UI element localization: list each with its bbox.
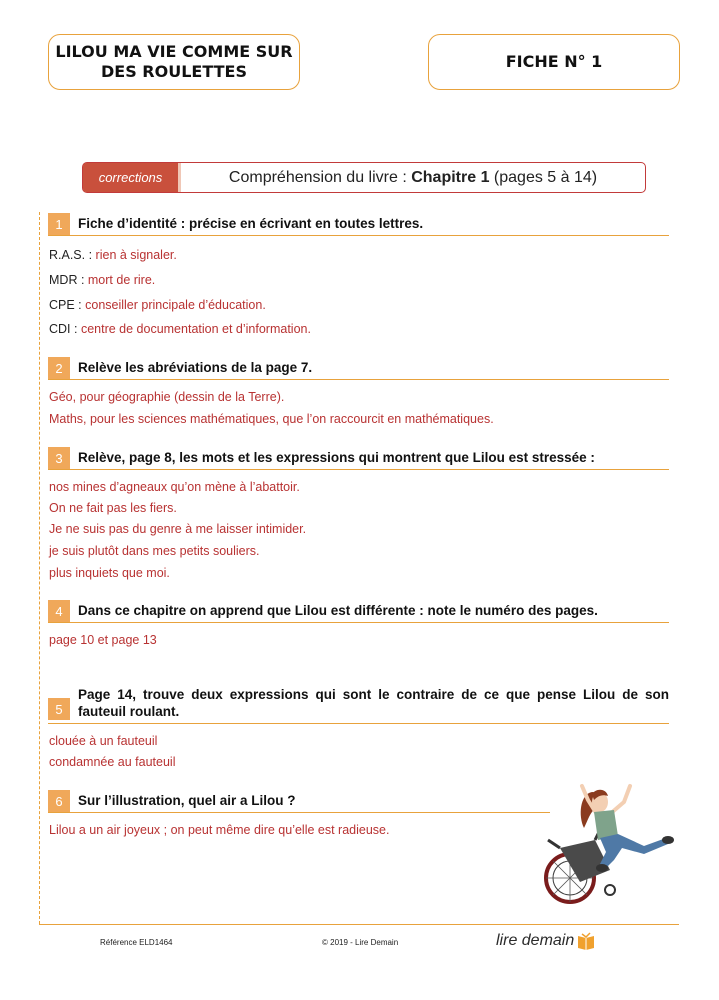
answer-line <box>49 272 155 288</box>
answer-line: On ne fait pas les fiers. <box>49 501 177 515</box>
answer-line: je suis plutôt dans mes petits souliers. <box>49 544 260 558</box>
answer-line: Maths, pour les sciences mathématiques, que l’on raccourcit en mathématiques. <box>49 412 494 426</box>
answer-label: R.A.S. : <box>49 248 96 262</box>
question-number: 5 <box>48 698 70 720</box>
answer-line <box>49 247 177 263</box>
question-1 <box>48 213 669 236</box>
answer-line: Je ne suis pas du genre à me laisser intimider. <box>49 522 307 536</box>
answer-line: condamnée au fauteuil <box>49 755 176 769</box>
fiche-number: FICHE N° 1 <box>505 52 603 71</box>
book-title-box <box>48 34 300 90</box>
answer-value: rien à signaler. <box>95 248 177 262</box>
lire-demain-logo <box>496 932 596 950</box>
book-title: LILOU MA VIE COMME SUR DES ROULETTES <box>55 42 293 81</box>
lilou-wheelchair-illustration <box>540 778 680 913</box>
chapter-bar <box>82 162 646 193</box>
answer-line: Géo, pour géographie (dessin de la Terre). <box>49 390 285 404</box>
left-margin-rule <box>39 212 40 924</box>
question-text: Fiche d’identité : précise en écrivant en toutes lettres. <box>78 216 424 231</box>
copyright-text: © 2019 - Lire Demain <box>322 938 399 947</box>
question-text: Page 14, trouve deux expressions qui sont le contraire de ce que pense Lilou de son fauteuil roulant. <box>78 687 669 719</box>
fiche-box <box>428 34 680 90</box>
question-2 <box>48 357 669 380</box>
answer-line: nos mines d’agneaux qu’on mène à l’abattoir. <box>49 480 300 494</box>
answer-label: CDI : <box>49 322 81 336</box>
question-number: 1 <box>48 213 70 235</box>
answer-line: Lilou a un air joyeux ; on peut même dire qu’elle est radieuse. <box>49 823 390 837</box>
answer-value: conseiller principale d’éducation. <box>85 298 266 312</box>
answer-line <box>49 297 266 313</box>
reference-text: Référence ELD1464 <box>100 938 173 947</box>
answer-line: page 10 et page 13 <box>49 633 157 647</box>
answer-label: MDR : <box>49 273 88 287</box>
question-text: Sur l’illustration, quel air a Lilou ? <box>78 793 296 808</box>
question-text: Relève les abréviations de la page 7. <box>78 360 313 375</box>
question-number: 3 <box>48 447 70 469</box>
question-6 <box>48 790 550 813</box>
question-number: 6 <box>48 790 70 812</box>
question-4 <box>48 600 669 623</box>
corrections-tag: corrections <box>83 163 181 192</box>
chapter-pages: (pages 5 à 14) <box>489 168 598 186</box>
logo-text: lire demain <box>496 932 575 949</box>
book-icon <box>576 932 596 950</box>
question-number: 4 <box>48 600 70 622</box>
answer-line: clouée à un fauteuil <box>49 734 158 748</box>
question-text: Dans ce chapitre on apprend que Lilou est différente : note le numéro des pages. <box>78 603 598 618</box>
question-text: Relève, page 8, les mots et les expressions qui montrent que Lilou est stressée : <box>78 450 595 465</box>
answer-value: centre de documentation et d’information. <box>80 322 311 336</box>
question-number: 2 <box>48 357 70 379</box>
answer-value: mort de rire. <box>87 273 156 287</box>
chapter-name: Chapitre 1 <box>411 168 490 186</box>
question-5 <box>48 686 669 724</box>
answer-line <box>49 321 311 337</box>
chapter-heading <box>181 169 645 187</box>
answer-line: plus inquiets que moi. <box>49 566 170 580</box>
bottom-rule <box>39 924 679 925</box>
answer-label: CPE : <box>49 298 86 312</box>
question-3 <box>48 447 669 470</box>
chapter-prefix: Compréhension du livre : <box>228 168 412 186</box>
